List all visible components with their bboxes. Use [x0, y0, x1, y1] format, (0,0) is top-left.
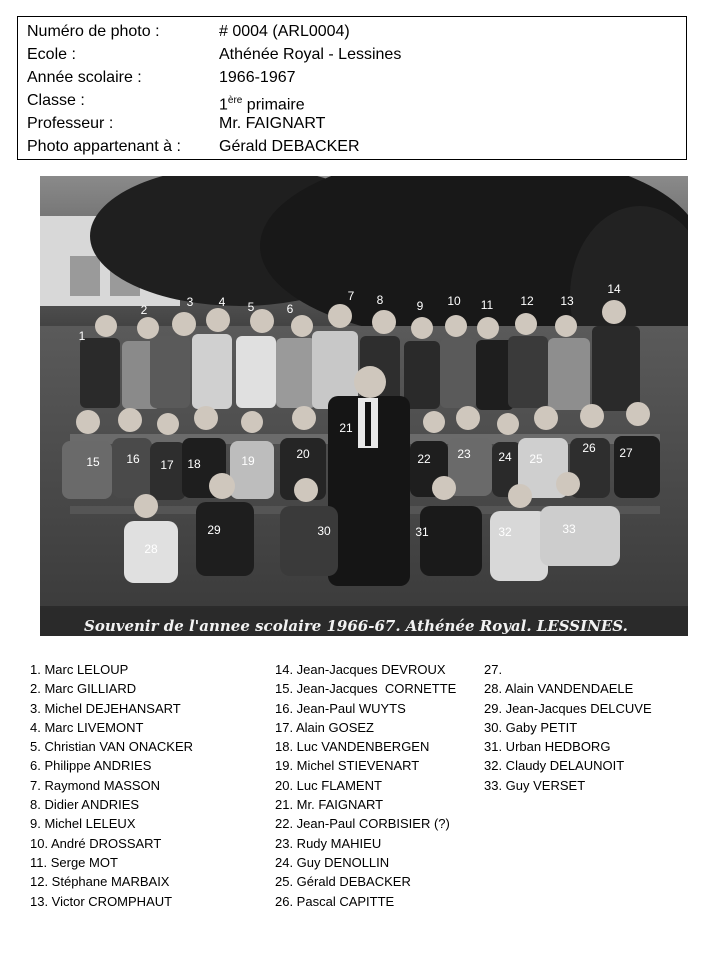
- list-item: 2. Marc GILLIARD: [30, 681, 137, 697]
- list-item: 19. Michel STIEVENART: [275, 758, 420, 774]
- photo-number-label: 20: [296, 447, 310, 461]
- photo-number-label: 15: [86, 455, 100, 469]
- photo-number-label: 7: [347, 289, 355, 303]
- list-item: 31. Urban HEDBORG: [484, 739, 611, 755]
- list-item: 25. Gérald DEBACKER: [275, 874, 411, 890]
- list-item: 33. Guy VERSET: [484, 777, 586, 793]
- list-item: 4. Marc LIVEMONT: [30, 719, 144, 735]
- list-item: 10. André DROSSART: [30, 835, 162, 851]
- photo-number-label: 18: [187, 457, 201, 471]
- photo-number-label: 5: [247, 300, 255, 314]
- list-item: 12. Stéphane MARBAIX: [30, 874, 170, 890]
- photo-number-label: 24: [498, 450, 512, 464]
- info-label: Année scolaire :: [27, 69, 142, 86]
- names-list-column-3: [484, 660, 652, 795]
- photo-info-box: [17, 16, 687, 160]
- list-item: 29. Jean-Jacques DELCUVE: [484, 700, 652, 716]
- list-item: 5. Christian VAN ONACKER: [30, 739, 194, 755]
- info-label: Numéro de photo :: [27, 23, 160, 40]
- list-item: 20. Luc FLAMENT: [275, 777, 382, 793]
- photo-number-label: 31: [415, 525, 429, 539]
- list-item: 28. Alain VANDENDAELE: [484, 681, 634, 697]
- photo-number-label: 22: [417, 452, 431, 466]
- photo-number-label: 23: [457, 447, 471, 461]
- list-item: 26. Pascal CAPITTE: [275, 893, 395, 909]
- photo-number-label: 27: [619, 446, 633, 460]
- photo-number-label: 16: [126, 452, 140, 466]
- class-photo: [40, 176, 688, 636]
- list-item: 17. Alain GOSEZ: [275, 719, 374, 735]
- list-item: 21. Mr. FAIGNART: [275, 797, 384, 813]
- photo-number-label: 25: [529, 452, 543, 466]
- photo-number-label: 10: [447, 294, 461, 308]
- photo-number-label: 6: [286, 302, 294, 316]
- photo-number-label: 17: [160, 458, 174, 472]
- info-label: Classe :: [27, 92, 85, 109]
- list-item: 23. Rudy MAHIEU: [275, 835, 382, 851]
- photo-number-label: 33: [562, 522, 576, 536]
- photo-number-label: 26: [582, 441, 596, 455]
- info-label: Professeur :: [27, 115, 114, 132]
- photo-number-label: 9: [416, 299, 424, 313]
- list-item: 11. Serge MOT: [30, 854, 118, 870]
- list-item: 3. Michel DEJEHANSART: [30, 700, 181, 716]
- info-value: # 0004 (ARL0004): [219, 23, 350, 40]
- photo-number-label: 4: [218, 295, 226, 309]
- photo-number-label: 21: [339, 421, 353, 435]
- list-item: 14. Jean-Jacques DEVROUX: [275, 662, 446, 677]
- photo-number-label: 13: [560, 294, 574, 308]
- photo-number-label: 19: [241, 454, 255, 468]
- list-item: 15. Jean-Jacques CORNETTE: [275, 681, 457, 697]
- photo-number-label: 8: [376, 293, 384, 307]
- photo-number-label: 29: [207, 523, 221, 537]
- list-item: 8. Didier ANDRIES: [30, 797, 140, 813]
- list-item: 7. Raymond MASSON: [30, 777, 161, 793]
- class-photo-image: [40, 176, 688, 636]
- list-item: 32. Claudy DELAUNOIT: [484, 758, 625, 774]
- photo-number-label: 14: [607, 282, 621, 296]
- info-value: Gérald DEBACKER: [219, 138, 360, 155]
- photo-number-label: 30: [317, 524, 331, 538]
- list-item: 18. Luc VANDENBERGEN: [275, 739, 430, 755]
- names-list-column-2: [275, 660, 456, 911]
- list-item: 30. Gaby PETIT: [484, 719, 578, 735]
- photo-number-label: 3: [186, 295, 194, 309]
- info-value: Mr. FAIGNART: [219, 115, 326, 132]
- list-item: 24. Guy DENOLLIN: [275, 854, 390, 870]
- photo-number-label: 12: [520, 294, 534, 308]
- info-value: 1966-1967: [219, 69, 296, 86]
- info-value: 1ère primaire: [219, 95, 305, 114]
- photo-number-label: 11: [480, 298, 494, 312]
- names-list-column-1: [30, 660, 193, 911]
- list-item: 22. Jean-Paul CORBISIER (?): [275, 816, 450, 832]
- photo-number-label: 1: [78, 329, 86, 343]
- photo-number-label: 28: [144, 542, 158, 556]
- list-item: 1. Marc LELOUP: [30, 662, 129, 677]
- list-item: 6. Philippe ANDRIES: [30, 758, 152, 774]
- photo-caption: Souvenir de l'annee scolaire 1966-67. Athénée Royal. LESSINES.: [84, 617, 628, 635]
- photo-number-label: 2: [140, 303, 148, 317]
- list-item: 13. Victor CROMPHAUT: [30, 893, 173, 909]
- info-label: Ecole :: [27, 46, 76, 63]
- list-item: 9. Michel LELEUX: [30, 816, 136, 832]
- list-item: 27.: [484, 662, 503, 677]
- info-value: Athénée Royal - Lessines: [219, 46, 402, 63]
- list-item: 16. Jean-Paul WUYTS: [275, 700, 406, 716]
- photo-number-label: 32: [498, 525, 512, 539]
- info-label: Photo appartenant à :: [27, 138, 181, 155]
